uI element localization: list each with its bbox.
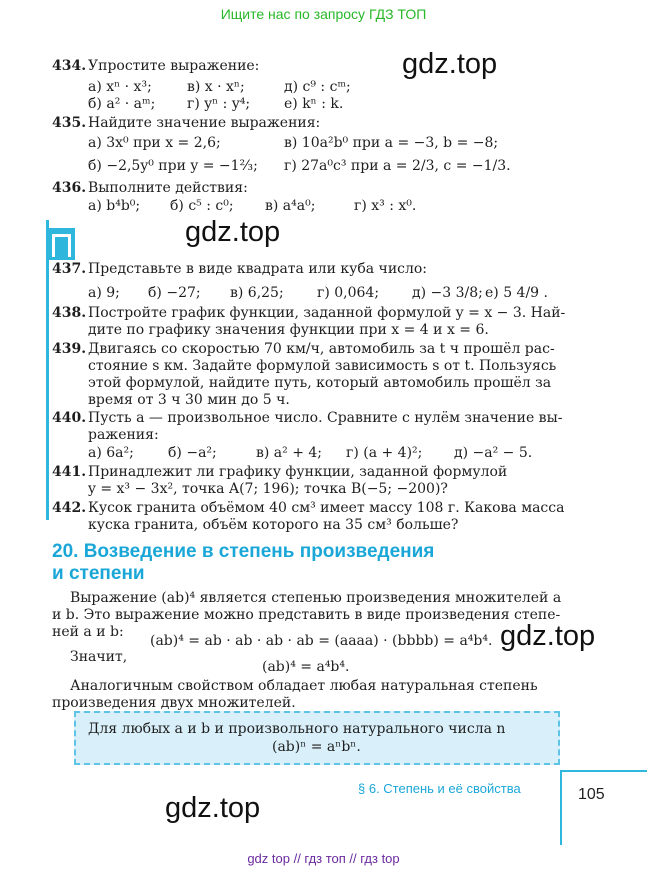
exercise-item: г) 0,064;: [317, 285, 380, 301]
exercise-number: 434.: [52, 58, 87, 74]
exercise-text-line: ражения:: [88, 427, 159, 443]
section-paragraph-line: произведения двух множителей.: [52, 695, 296, 711]
exercise-item: б) a² · aᵐ;: [88, 96, 156, 112]
header-search-hint[interactable]: Ищите нас по запросу ГДЗ ТОП: [220, 6, 427, 22]
exercise-item: е) kⁿ : k.: [284, 96, 344, 112]
section-paragraph-line: и b. Это выражение можно представить в виде произведения степе-: [52, 607, 561, 623]
exercise-text-line: этой формулой, найдите путь, который автомобиль прошёл за: [88, 375, 552, 391]
exercise-item: г) 27a⁰c³ при a = 2/3, c = −1/3.: [284, 158, 511, 174]
exercise-item: в) a² + 4;: [256, 445, 323, 461]
exercise-item: в) 10a²b⁰ при a = −3, b = −8;: [284, 135, 499, 151]
rule-text: Для любых a и b и произвольного натурального числа n: [88, 721, 506, 737]
exercise-number: 437.: [52, 261, 87, 277]
footer-divider: [560, 770, 647, 772]
bottom-links[interactable]: gdz top // гдз топ // гдз top: [247, 851, 400, 866]
exercise-item: а) 9;: [88, 285, 120, 301]
page-number: 105: [578, 786, 605, 803]
watermark: gdz.top: [165, 792, 261, 824]
exercise-item: г) yⁿ : y⁴;: [187, 96, 251, 112]
practice-sidebar-bar: [46, 220, 49, 520]
section-paragraph-line: Значит,: [70, 649, 128, 665]
exercise-item: д) −a² − 5.: [454, 445, 533, 461]
exercise-number: 440.: [52, 410, 87, 426]
exercise-item: г) (a + 4)²;: [346, 445, 423, 461]
exercise-number: 438.: [52, 305, 87, 321]
exercise-number: 441.: [52, 464, 87, 480]
exercise-item: в) x · xⁿ;: [187, 79, 245, 95]
exercise-item: е) 5 4/9 .: [485, 285, 548, 301]
section-title: и степени: [52, 563, 145, 584]
exercise-text-line: Кусок гранита объёмом 40 см³ имеет массу 108 г. Какова масса: [88, 500, 565, 516]
section-paragraph-line: Аналогичным свойством обладает любая натуральная степень: [70, 678, 538, 694]
exercise-item: б) −27;: [148, 285, 201, 301]
watermark: gdz.top: [500, 620, 596, 652]
exercise-item: г) x³ : x⁰.: [354, 198, 417, 214]
exercise-title: Представьте в виде квадрата или куба число:: [88, 261, 428, 277]
exercise-text-line: Пусть a — произвольное число. Сравните с нулём значение вы-: [88, 410, 563, 426]
exercise-item: б) c⁵ : c⁰;: [170, 198, 234, 214]
exercise-text-line: куска гранита, объём которого на 35 см³ больше?: [88, 517, 459, 533]
exercise-number: 442.: [52, 500, 87, 516]
watermark: gdz.top: [185, 216, 281, 248]
exercise-item: в) 6,25;: [230, 285, 284, 301]
formula: (ab)⁴ = ab · ab · ab · ab = (aaaa) · (bbbb) = a⁴b⁴.: [150, 633, 493, 649]
practice-level-icon: [47, 228, 75, 260]
exercise-text-line: стояние s км. Задайте формулой зависимость s от t. Пользуясь: [88, 358, 557, 374]
exercise-item: а) 6a²;: [88, 445, 134, 461]
exercise-text-line: y = x³ − 3x², точка A(7; 196); точка B(−5; −200)?: [88, 481, 448, 497]
exercise-title: Найдите значение выражения:: [88, 115, 321, 131]
exercise-text-line: Двигаясь со скоростью 70 км/ч, автомобиль за t ч прошёл рас-: [88, 341, 555, 357]
section-paragraph-line: Выражение (ab)⁴ является степенью произведения множителей a: [70, 590, 562, 606]
exercise-text-line: Принадлежит ли графику функции, заданной формулой: [88, 464, 508, 480]
exercise-item: б) −a²;: [168, 445, 217, 461]
exercise-item: в) a⁴a⁰;: [265, 198, 316, 214]
exercise-title: Упростите выражение:: [88, 58, 260, 74]
exercise-text-line: время от 3 ч 30 мин до 5 ч.: [88, 392, 290, 408]
exercise-number: 436.: [52, 180, 87, 196]
exercise-text-line: Постройте график функции, заданной формулой y = x − 3. Най-: [88, 305, 566, 321]
exercise-item: а) b⁴b⁰;: [88, 198, 141, 214]
exercise-item: а) 3x⁰ при x = 2,6;: [88, 135, 221, 151]
exercise-number: 439.: [52, 341, 87, 357]
exercise-text-line: дите по графику значения функции при x = 4 и x = 6.: [88, 322, 489, 338]
footer-divider: [560, 770, 562, 845]
section-title: 20. Возведение в степень произведения: [52, 541, 435, 562]
footer-section-ref: § 6. Степень и её свойства: [358, 781, 521, 796]
exercise-item: д) c⁹ : cᵐ;: [284, 79, 351, 95]
rule-formula: (ab)ⁿ = aⁿbⁿ.: [272, 739, 361, 755]
formula: (ab)⁴ = a⁴b⁴.: [262, 659, 350, 675]
exercise-title: Выполните действия:: [88, 180, 248, 196]
exercise-item: б) −2,5y⁰ при y = −1⅔;: [88, 158, 258, 174]
watermark: gdz.top: [402, 48, 498, 80]
section-paragraph-line: ней a и b:: [52, 624, 124, 640]
exercise-item: д) −3 3/8;: [412, 285, 483, 301]
exercise-number: 435.: [52, 115, 87, 131]
exercise-item: а) xⁿ · x³;: [88, 79, 152, 95]
